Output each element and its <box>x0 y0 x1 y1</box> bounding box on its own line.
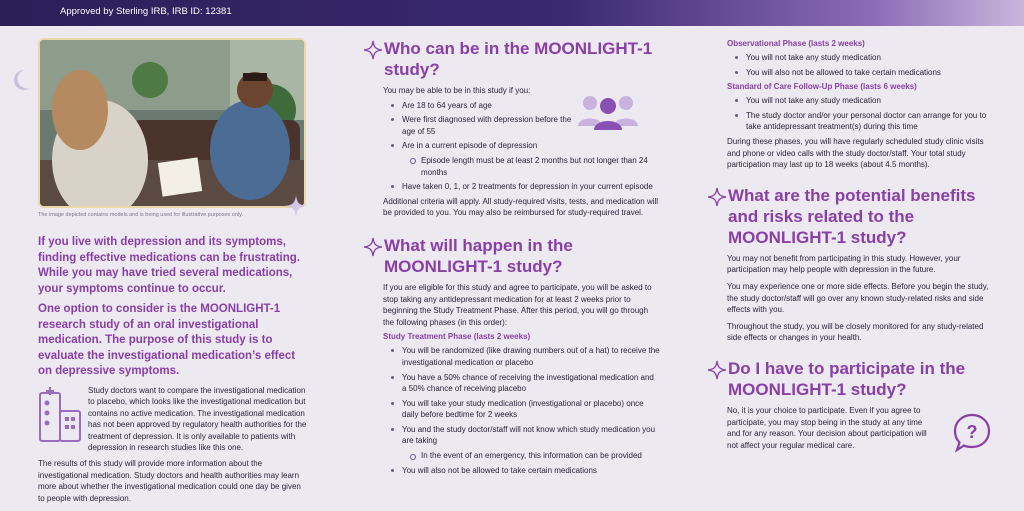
list-sub-item: Episode length must be at least 2 months but not longer than 24 months <box>383 155 660 178</box>
list-item: You have a 50% chance of receiving the investigational medication and a 50% chance of receiving placebo <box>383 372 660 395</box>
happen-intro: If you are eligible for this study and agree to participate, you will be asked to stop taking any antidepressant medication for at least 2 weeks prior to beginning the Study Treatment Phase. After this period, you will go through the following phases (in this order): <box>383 282 652 327</box>
sparkle-icon <box>362 237 384 257</box>
observational-phase-title: Observational Phase (lasts 2 weeks) <box>727 39 865 48</box>
benefits-p2: You may experience one or more side effects. Before you begin the study, the study doctor/staff will go over any known study-related risks and side effects with you. <box>727 281 989 315</box>
list-item: Have taken 0, 1, or 2 treatments for depression in your current episode <box>383 181 660 193</box>
intro-lead-2: One option to consider is the MOONLIGHT-1 research study of an oral investigational medication. The purpose of this study is to evaluate the investigational medication’s effect on depressive symptoms. <box>38 303 296 377</box>
list-item: You will not take any study medication <box>727 52 996 64</box>
question-bubble-icon <box>952 412 992 454</box>
irb-approval-text: Approved by Sterling IRB, IRB ID: 12381 <box>60 6 232 17</box>
crescent-moon-icon <box>10 68 32 92</box>
right-column <box>706 38 996 451</box>
benefits-section <box>706 185 996 344</box>
benefits-title: What are the potential benefits and risks related to the MOONLIGHT-1 study? <box>706 185 996 248</box>
photo-caption: The image depicted contains models and is being used for illustrative purposes only. <box>38 212 244 218</box>
participate-title: Do I have to participate in the MOONLIGHT-1 study? <box>706 358 996 400</box>
who-intro: You may be able to be in this study if you: <box>383 86 531 95</box>
followup-phase-title: Standard of Care Follow-Up Phase (lasts 6 weeks) <box>727 82 917 92</box>
comparison-block <box>38 385 308 455</box>
sparkle-icon <box>706 187 728 207</box>
who-section <box>362 38 660 219</box>
list-item: You will also not be allowed to take certain medications <box>383 465 660 477</box>
people-group-icon <box>576 94 640 130</box>
observational-list <box>727 52 996 78</box>
hospital-building-icon <box>38 385 88 455</box>
participate-p1: No, it is your choice to participate. Even if you agree to participate, you may stop being in the study at any time and for any reason. Your decision about participation will not affect your regular medical care. <box>727 405 927 450</box>
left-column <box>38 38 308 504</box>
list-item: You will take your study medication (investigational or placebo) once daily before bedtime for 2 weeks <box>383 398 660 421</box>
treatment-list <box>383 345 660 476</box>
who-title: Who can be in the MOONLIGHT-1 study? <box>362 38 660 80</box>
benefits-p3: Throughout the study, you will be closely monitored for any study-related side effects or changes in your health. <box>727 321 984 343</box>
who-note: Additional criteria will apply. All study-required visits, tests, and medication will be provided to you. You may also be reimbursed for study-required travel. <box>383 196 659 218</box>
header-bar <box>0 0 1024 26</box>
comparison-text: Study doctors want to compare the investigational medication to placebo, which looks like the investigational medication but contains no active medication. The investigational medication has not been approved by regulatory health authorities for the treatment of depression. It is only available to patients with depression in research studies like this one. <box>88 385 307 453</box>
sparkle-icon <box>706 360 728 380</box>
list-item: Were first diagnosed with depression before the age of 55 <box>383 114 573 137</box>
results-text: The results of this study will provide more information about the investigational medication. Study doctors and health authorities may learn more about whether the investigational medication could one day be given to people with depression. <box>38 459 301 503</box>
list-item: You will not take any study medication <box>727 95 996 107</box>
list-item: You will be randomized (like drawing numbers out of a hat) to receive the investigational medication or placebo <box>383 345 660 368</box>
phases-continued <box>706 38 996 171</box>
intro-lead-1: If you live with depression and its symptoms, finding effective medications can be frustrating. While you may have tried several medications, your symptoms continue to occur. <box>38 236 300 295</box>
sparkle-icon <box>284 194 308 218</box>
list-item: You will also not be allowed to take certain medications <box>727 67 996 79</box>
svg-text:?: ? <box>966 422 978 442</box>
list-item: You and the study doctor/staff will not know which study medication you are taking <box>383 424 660 447</box>
consultation-photo <box>38 38 306 208</box>
during-phases-text: During these phases, you will have regularly scheduled study clinic visits and phone or video calls with the study doctor/staff. Your total study participation may last up to 18 weeks (about 4.5 months). <box>727 136 984 170</box>
happen-section <box>362 235 660 476</box>
list-item: The study doctor and/or your personal doctor can arrange for you to take antidepressant treatment(s) during this time <box>727 110 996 133</box>
middle-column <box>362 38 660 479</box>
list-item: Are 18 to 64 years of age <box>383 100 573 112</box>
treatment-phase-title: Study Treatment Phase (lasts 2 weeks) <box>383 332 531 342</box>
list-sub-item: In the event of an emergency, this information can be provided <box>383 450 660 462</box>
list-item: Are in a current episode of depression <box>383 140 660 152</box>
sparkle-icon <box>362 40 384 60</box>
followup-list <box>727 95 996 133</box>
happen-title: What will happen in the MOONLIGHT-1 study? <box>362 235 660 277</box>
benefits-p1: You may not benefit from participating in this study. However, your participation may help people with depression in the future. <box>727 253 961 275</box>
